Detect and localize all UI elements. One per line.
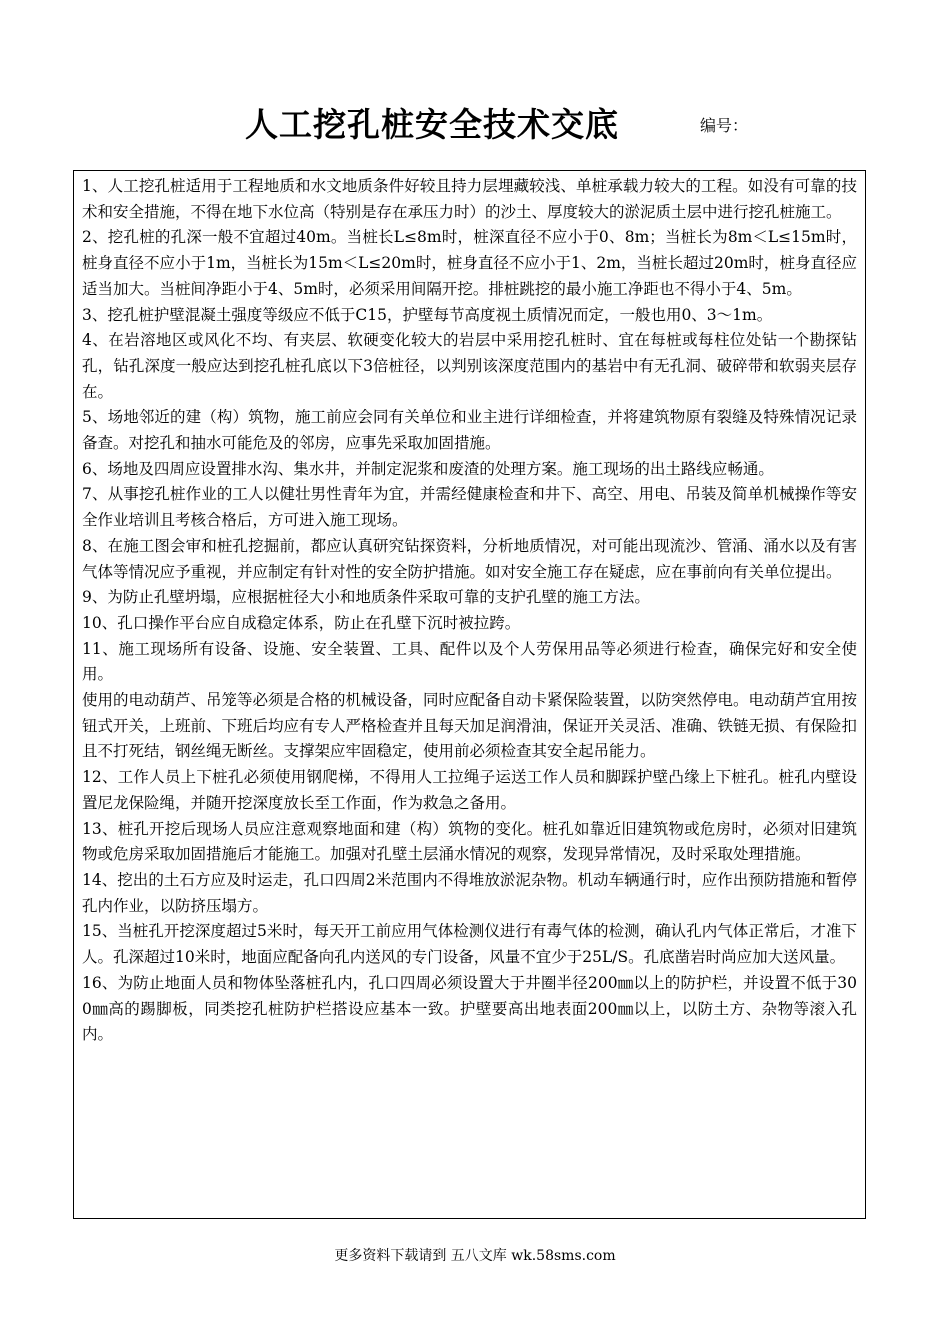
title-row	[0, 100, 950, 150]
paragraph-9: 9、为防止孔壁坍塌，应根据桩径大小和地质条件采取可靠的支护孔壁的施工方法。	[82, 588, 650, 607]
paragraph-5: 5、场地邻近的建（构）筑物，施工前应会同有关单位和业主进行详细检查，并将建筑物原有裂缝及特殊情况记录备查。对挖孔和抽水可能危及的邻房，应事先采取加固措施。	[82, 408, 857, 453]
document-number-label: 编号：	[700, 116, 749, 135]
paragraph-8: 8、在施工图会审和桩孔挖掘前，都应认真研究钻探资料，分析地质情况，对可能出现流沙、管涌、涌水以及有害气体等情况应予重视，并应制定有针对性的安全防护措施。如对安全施工存在疑虑，应在事前向有关单位提出。	[82, 536, 857, 581]
paragraph-10: 10、孔口操作平台应自成稳定体系，防止在孔壁下沉时被拉跨。	[82, 613, 521, 632]
paragraph-1: 1、人工挖孔桩适用于工程地质和水文地质条件好较且持力层埋藏较浅、单桩承载力较大的工程。如没有可靠的技术和安全措施，不得在地下水位高（特别是存在承压力时）的沙土、厚度较大的淤泥质土层中进行挖孔桩施工。	[82, 177, 857, 221]
paragraph-16: 16、为防止地面人员和物体坠落桩孔内，孔口四周必须设置大于井圈半径200㎜以上的防护栏，并设置不低于300㎜高的踢脚板，同类挖孔桩防护栏搭设应基本一致。护壁要高出地表面200㎜以上，以防土方、杂物等滚入孔内。	[82, 973, 857, 1044]
paragraph-2: 2、挖孔桩的孔深一般不宜超过40m。当桩长L≤8m时，桩深直径不应小于0、8m；当桩长为8m＜L≤15m时，桩身直径不应小于1m，当桩长为15m＜L≤20m时，桩身直径不应小于1、2m，当桩长超过20m时，桩身直径应适当加大。当桩间净距小于4、5m时，必须采用间隔开挖。排桩跳挖的最小施工净距也不得小于4、5m。	[82, 228, 857, 298]
paragraph-7: 7、从事挖孔桩作业的工人以健壮男性青年为宜，并需经健康检查和井下、高空、用电、吊装及简单机械操作等安全作业培训且考核合格后，方可进入施工现场。	[82, 485, 857, 530]
paragraph-11: 11、施工现场所有设备、设施、安全装置、工具、配件以及个人劳保用品等必须进行检查，确保完好和安全使用。	[82, 639, 857, 684]
paragraph-15: 15、当桩孔开挖深度超过5米时，每天开工前应用气体检测仪进行有毒气体的检测，确认孔内气体正常后，才准下人。孔深超过10米时，地面应配备向孔内送风的专门设备，风量不宜少于25L/S。孔底凿岩时尚应加大送风量。	[82, 922, 857, 967]
paragraph-14: 14、挖出的土石方应及时运走，孔口四周2米范围内不得堆放淤泥杂物。机动车辆通行时，应作出预防措施和暂停孔内作业，以防挤压塌方。	[82, 870, 857, 915]
paragraph-6: 6、场地及四周应设置排水沟、集水井，并制定泥浆和废渣的处理方案。施工现场的出土路线应畅通。	[82, 459, 774, 478]
document-title: 人工挖孔桩安全技术交底	[245, 105, 619, 144]
content-box	[73, 170, 866, 1219]
paragraph-11-equipment: 使用的电动葫芦、吊笼等必须是合格的机械设备，同时应配备自动卡紧保险装置，以防突然停电。电动葫芦宜用按钮式开关，上班前、下班后均应有专人严格检查并且每天加足润滑油，保证开关灵活、准确、铁链无损、有保险扣且不打死结，钢丝绳无断丝。支撑架应牢固稳定，使用前必须检查其安全起吊能力。	[82, 691, 858, 761]
paragraph-4: 4、在岩溶地区或风化不均、有夹层、软硬变化较大的岩层中采用挖孔桩时、宜在每桩或每柱位处钻一个勘探钻孔，钻孔深度一般应达到挖孔桩孔底以下3倍桩径，以判别该深度范围内的基岩中有无孔洞、破碎带和软弱夹层存在。	[82, 331, 857, 401]
paragraph-12: 12、工作人员上下桩孔必须使用钢爬梯，不得用人工拉绳子运送工作人员和脚踩护壁凸缘上下桩孔。桩孔内壁设置尼龙保险绳，并随开挖深度放长至工作面，作为救急之备用。	[82, 768, 857, 812]
footer-text: 更多资料下载请到 五八文库 wk.58sms.com	[334, 1248, 616, 1264]
paragraph-3: 3、挖孔桩护壁混凝土强度等级应不低于C15，护壁每节高度视土质情况而定，一般也用0、3～1m。	[82, 305, 773, 324]
paragraph-13: 13、桩孔开挖后现场人员应注意观察地面和建（构）筑物的变化。桩孔如靠近旧建筑物或危房时，必须对旧建筑物或危房采取加固措施后才能施工。加强对孔壁土层涌水情况的观察，发现异常情况，及时采取处理措施。	[82, 819, 857, 864]
